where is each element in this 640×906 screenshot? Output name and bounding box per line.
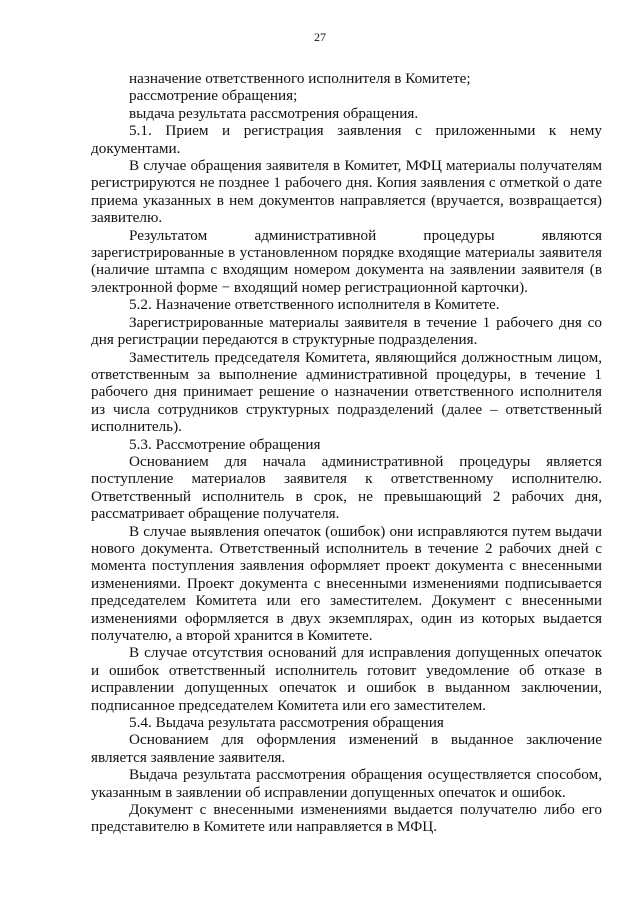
section-heading-5-1: 5.1. Прием и регистрация заявления с приложенными к нему документами. bbox=[91, 122, 602, 157]
paragraph-change-basis: Основанием для оформления изменений в выданное заключение является заявление заявителя. bbox=[91, 731, 602, 766]
list-item-result-issue: выдача результата рассмотрения обращения. bbox=[129, 104, 419, 122]
section-heading-5-2: 5.2. Назначение ответственного исполнителя в Комитете. bbox=[129, 296, 500, 314]
list-item-assignment: назначение ответственного исполнителя в Комитете; bbox=[129, 70, 471, 87]
page-number: 27 bbox=[314, 30, 326, 44]
paragraph-review-basis: Основанием для начала административной процедуры является поступление материалов заявителя к ответственному исполнителю. Ответственный исполнитель в срок, не превышающий 2 рабочих дня, рассматривает обращение получателя. bbox=[91, 452, 602, 523]
paragraph-registration: В случае обращения заявителя в Комитет, МФЦ материалы получателям регистрируются не позднее 1 рабочего дня. Копия заявления с отметкой о дате приема указанных в нем документов направляется (вручается, возвращается) заявителю. bbox=[91, 157, 602, 227]
page-body bbox=[91, 70, 602, 836]
paragraph-delivery: Документ с внесенными изменениями выдается получателю либо его представителю в Комитете или направляется в МФЦ. bbox=[91, 801, 602, 836]
paragraph-appointment: Заместитель председателя Комитета, являющийся должностным лицом, ответственным за выполнение административной процедуры, в течение 1 рабочего дня принимает решение о назначении ответственного исполнителя из числа сотрудников структурных подразделений (далее – ответственный исполнитель). bbox=[91, 348, 602, 436]
section-heading-5-4: 5.4. Выдача результата рассмотрения обращения bbox=[129, 714, 444, 732]
paragraph-issue-method: Выдача результата рассмотрения обращения осуществляется способом, указанным в заявлении об исправлении допущенных опечаток и ошибок. bbox=[91, 766, 602, 801]
section-heading-5-3: 5.3. Рассмотрение обращения bbox=[129, 435, 321, 453]
paragraph-typo-correction: В случае выявления опечаток (ошибок) они исправляются путем выдачи нового документа. Ответственный исполнитель в течение 2 рабочих дней с момента поступления заявления оформляет проект документа с внесенными изменениями. Проект документа с внесенными изменениями подписывается председателем Комитета или его заместителем. Документ с внесенными изменениями оформляется в двух экземплярах, один из которых выдается получателю, а второй хранится в Комитете. bbox=[91, 522, 602, 644]
paragraph-refusal: В случае отсутствия оснований для исправления допущенных опечаток и ошибок ответственный исполнитель готовит уведомление об отказе в исправлении допущенных опечаток и ошибок в выданном заключении, подписанное председателем Комитета или его заместителем. bbox=[91, 644, 602, 714]
list-item-review: рассмотрение обращения; bbox=[129, 87, 298, 105]
paragraph-registration-result: Результатом административной процедуры являются зарегистрированные в установленном порядке входящие материалы заявителя (наличие штампа с входящим номером документа на заявлении заявителя (в электронной форме − входящий номер регистрационной карточки). bbox=[91, 226, 602, 296]
paragraph-transfer: Зарегистрированные материалы заявителя в течение 1 рабочего дня со дня регистрации передаются в структурные подразделения. bbox=[91, 313, 602, 349]
